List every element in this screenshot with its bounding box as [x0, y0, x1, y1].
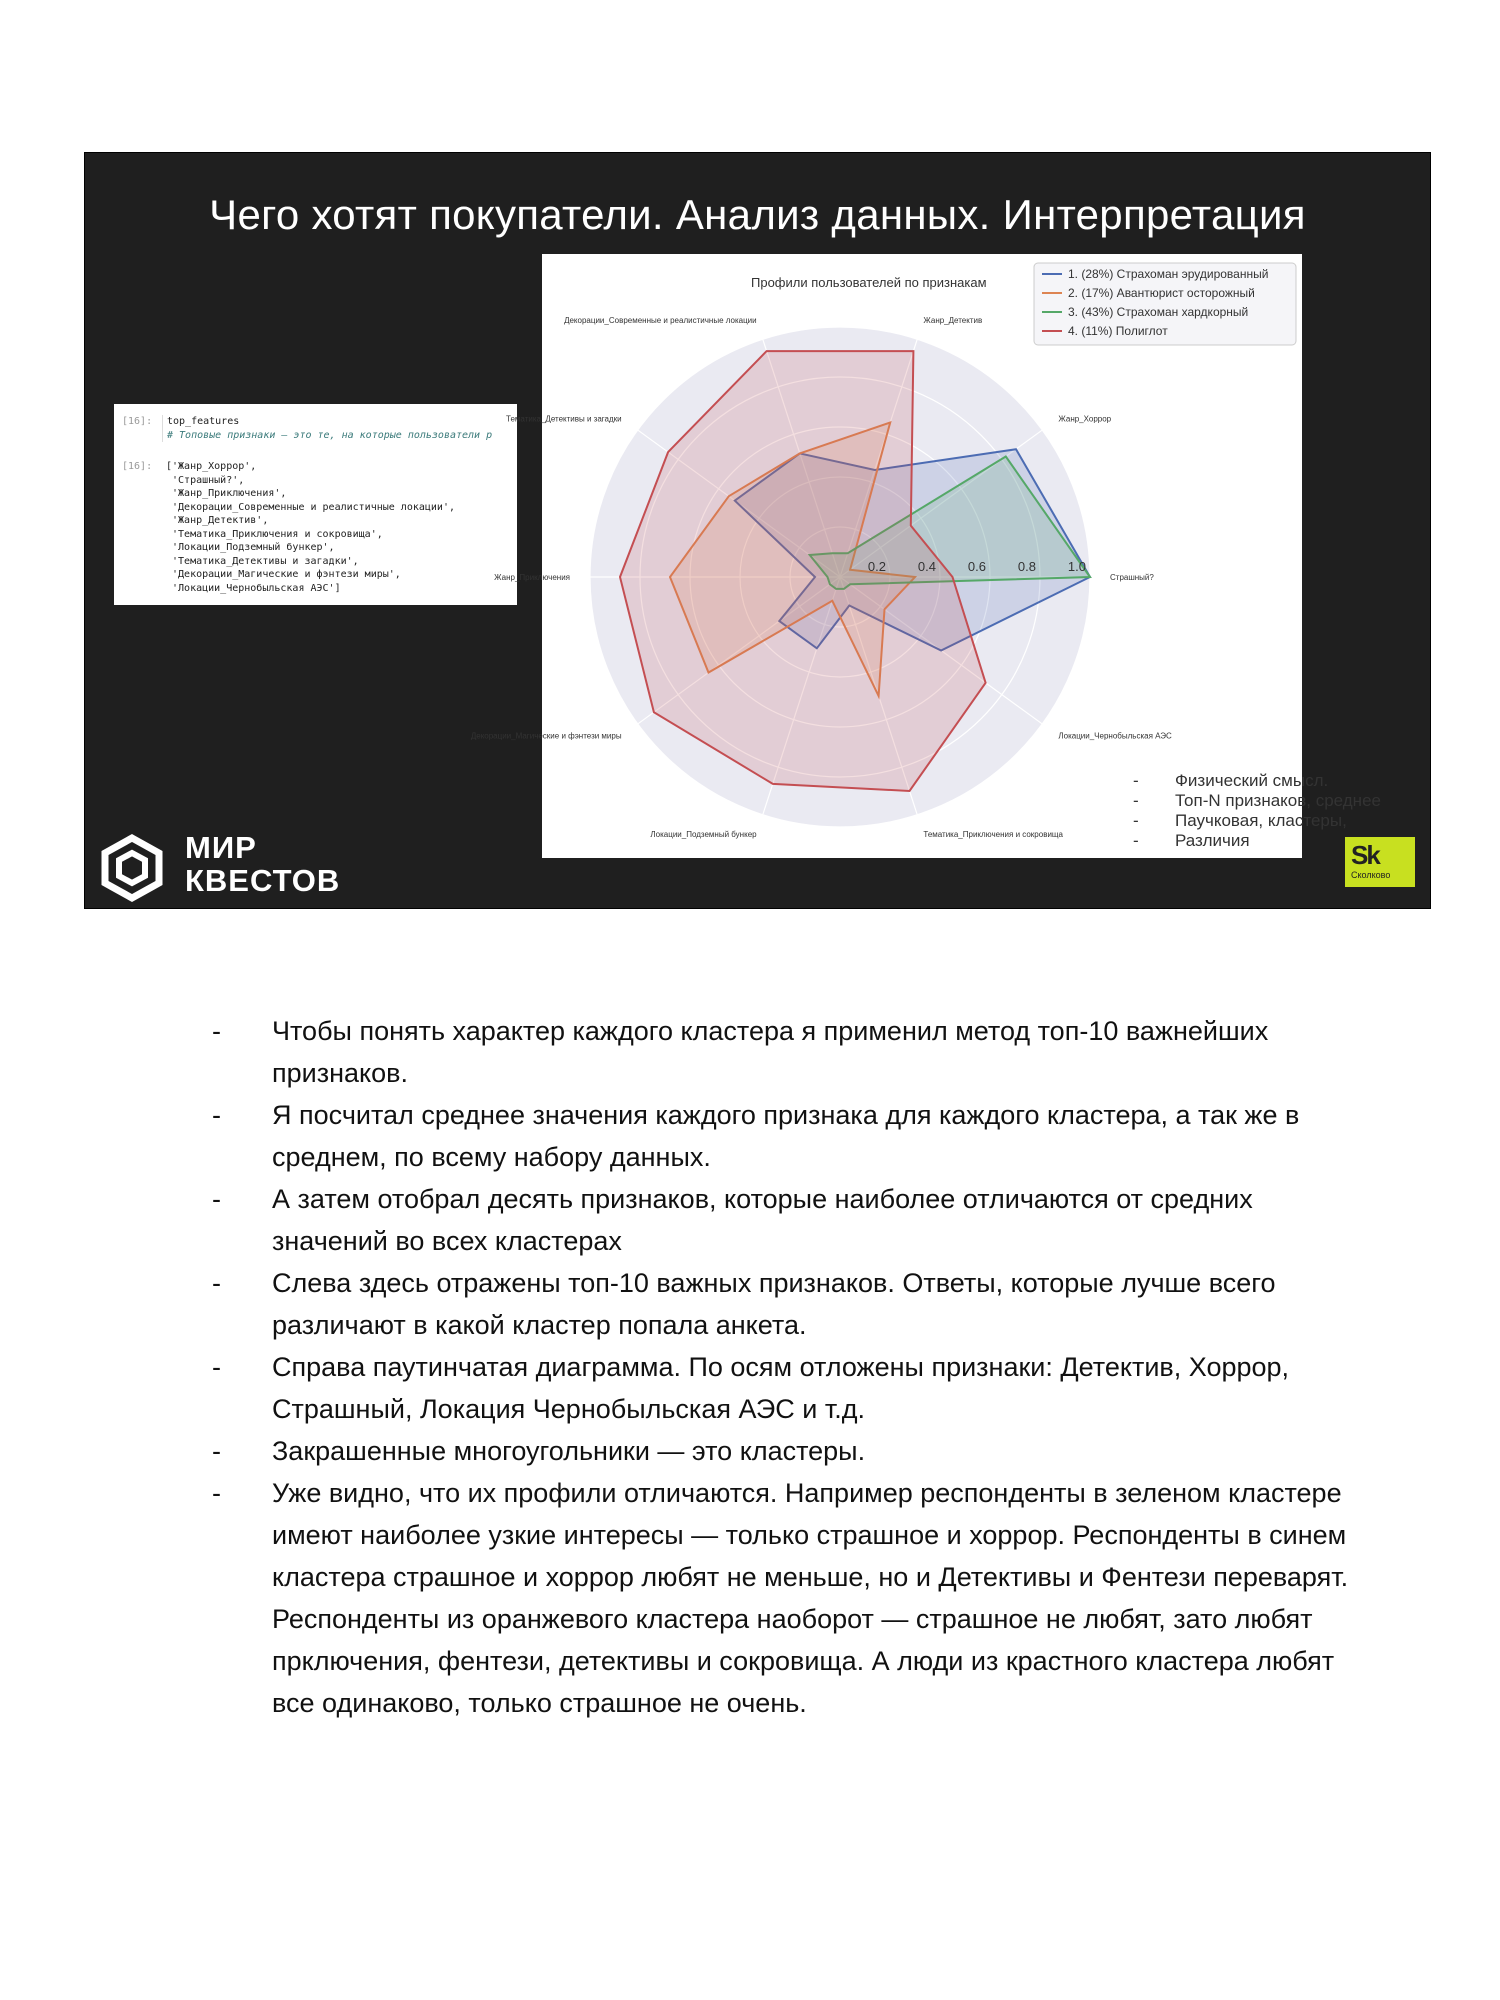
bullet-text: Различия: [1175, 831, 1250, 850]
bullet-text: Паучковая, кластеры,: [1175, 811, 1347, 830]
bullet-text: Я посчитал среднее значения каждого признака для каждого кластера, а так же в среднем, по всему набору данных.: [272, 1100, 1300, 1172]
bullet-text: Топ-N признаков, среднее: [1175, 791, 1381, 810]
bullet-text: Физический смысл.: [1175, 771, 1329, 790]
note-item: [212, 1346, 1362, 1430]
code-output-line: 'Локации_Подземный бункер',: [166, 542, 335, 553]
code-output-line: 'Страшный?',: [166, 474, 245, 486]
note-item: [212, 1010, 1362, 1094]
bullet-text: Слева здесь отражены топ-10 важных признаков. Ответы, которые лучше всего различают в какой кластер попала анкета.: [272, 1268, 1276, 1340]
logo-text: [185, 831, 340, 897]
code-output: [166, 460, 455, 595]
output-prompt: [16]:: [122, 461, 153, 472]
code-comment: # Топовые признаки — это те, на которые пользователи р: [167, 429, 493, 441]
slide-title: Чего хотят покупатели. Анализ данных. Интерпретация: [209, 191, 1306, 238]
radar-axis-label: Тематика_Приключения и сокровища: [923, 829, 1063, 839]
code-output-line: 'Жанр_Детектив',: [166, 515, 269, 526]
radar-axis-label: Декорации_Магические и фэнтези миры: [470, 731, 622, 741]
radar-axis-label: Страшный?: [1110, 573, 1154, 582]
bullet-marker: -: [212, 1352, 221, 1382]
code-output-line: 'Тематика_Приключения и сокровища',: [166, 528, 383, 540]
note-item: [212, 1094, 1362, 1178]
bullet-text: Закрашенные многоугольники — это кластеры.: [272, 1436, 866, 1466]
bullet-marker: -: [212, 1184, 221, 1214]
mir-kvestov-logo: [97, 830, 397, 903]
radar-chart-panel: [470, 254, 1302, 858]
note-item: [212, 1262, 1362, 1346]
code-output-line: 'Локации_Чернобыльская АЭС']: [166, 582, 341, 594]
bullet-marker: -: [1133, 771, 1139, 790]
code-output-line: 'Декорации_Магические и фэнтези миры',: [166, 569, 401, 580]
slide: [84, 152, 1431, 909]
skolkovo-caption: Сколково: [1351, 870, 1391, 880]
bullet-marker: -: [212, 1268, 221, 1298]
radar-r-tick: 0.2: [867, 559, 886, 574]
radar-chart: [470, 254, 1302, 858]
hexagon-logo-icon: [97, 833, 167, 903]
legend-label: 2. (17%) Авантюрист осторожный: [1068, 286, 1255, 300]
bullet-marker: -: [212, 1436, 221, 1466]
slide-bullet: [1133, 791, 1433, 811]
bullet-text: А затем отобрал десять признаков, которые наиболее отличаются от средних значений во всех кластерах: [272, 1184, 1253, 1256]
legend-label: 4. (11%) Полиглот: [1068, 324, 1168, 338]
legend-label: 3. (43%) Страхоман хардкорный: [1068, 305, 1249, 319]
legend-label: 1. (28%) Страхоман эрудированный: [1068, 267, 1269, 281]
notes-list: [212, 1010, 1362, 1724]
bullet-marker: -: [212, 1478, 221, 1508]
radar-r-tick: 0.4: [917, 559, 936, 574]
logo-line-1: МИР: [185, 830, 257, 865]
skolkovo-badge: [1345, 837, 1415, 887]
input-prompt: [16]:: [122, 416, 153, 427]
skolkovo-mark: Sk: [1351, 840, 1379, 870]
code-screenshot: [114, 404, 517, 605]
bullet-text: Справа паутинчатая диаграмма. По осям отложены признаки: Детектив, Хоррор, Страшный, Локация Чернобыльская АЭС и т.д.: [272, 1352, 1290, 1424]
code-output-line: 'Декорации_Современные и реалистичные локации',: [166, 501, 455, 513]
logo-line-2: КВЕСТОВ: [185, 863, 341, 898]
slide-bullet: [1133, 771, 1433, 791]
radar-axis-label: Жанр_Хоррор: [1058, 414, 1112, 424]
slide-bullet: [1133, 811, 1433, 831]
code-output-line: ['Жанр_Хоррор',: [166, 461, 257, 472]
radar-r-tick: 0.6: [967, 559, 986, 574]
radar-axis-label: Тематика_Детективы и загадки: [506, 414, 622, 424]
radar-axis-label: Жанр_Приключения: [494, 573, 570, 582]
radar-axis-label: Декорации_Современные и реалистичные локации: [564, 316, 757, 326]
note-item: [212, 1430, 1362, 1472]
radar-axis-label: Жанр_Детектив: [923, 316, 983, 326]
radar-r-tick: 1.0: [1067, 559, 1086, 574]
bullet-text: Уже видно, что их профили отличаются. Например респонденты в зеленом кластере имеют наиболее узкие интересы — только страшное и хоррор. Респонденты в синем кластера страшное и хоррор любят не меньше, но и Детективы и Фентези переварят. Респонденты из оранжевого кластера наоборот — страшное не любят, зато любят прключения, фентези, детективы и сокровища. А люди из крастного кластера любят все одинаково, только страшное не очень.: [272, 1478, 1349, 1718]
bullet-marker: -: [212, 1100, 221, 1130]
code-output-line: 'Тематика_Детективы и загадки',: [166, 555, 359, 567]
bullet-marker: -: [1133, 831, 1139, 850]
radar-axis-label: Локации_Подземный бункер: [650, 829, 757, 839]
bullet-marker: -: [1133, 811, 1139, 830]
bullet-marker: -: [1133, 791, 1139, 810]
note-item: [212, 1178, 1362, 1262]
bullet-marker: -: [212, 1016, 221, 1046]
code-input-text: top_features: [167, 416, 240, 427]
code-output-line: 'Жанр_Приключения',: [166, 488, 287, 499]
bullet-text: Чтобы понять характер каждого кластера я применил метод топ-10 важнейших признаков.: [272, 1016, 1269, 1088]
radar-axis-label: Локации_Чернобыльская АЭС: [1058, 731, 1172, 741]
chart-title: Профили пользователей по признакам: [751, 275, 987, 290]
radar-r-tick: 0.8: [1017, 559, 1036, 574]
note-item: [212, 1472, 1362, 1724]
code-input: [162, 415, 492, 442]
